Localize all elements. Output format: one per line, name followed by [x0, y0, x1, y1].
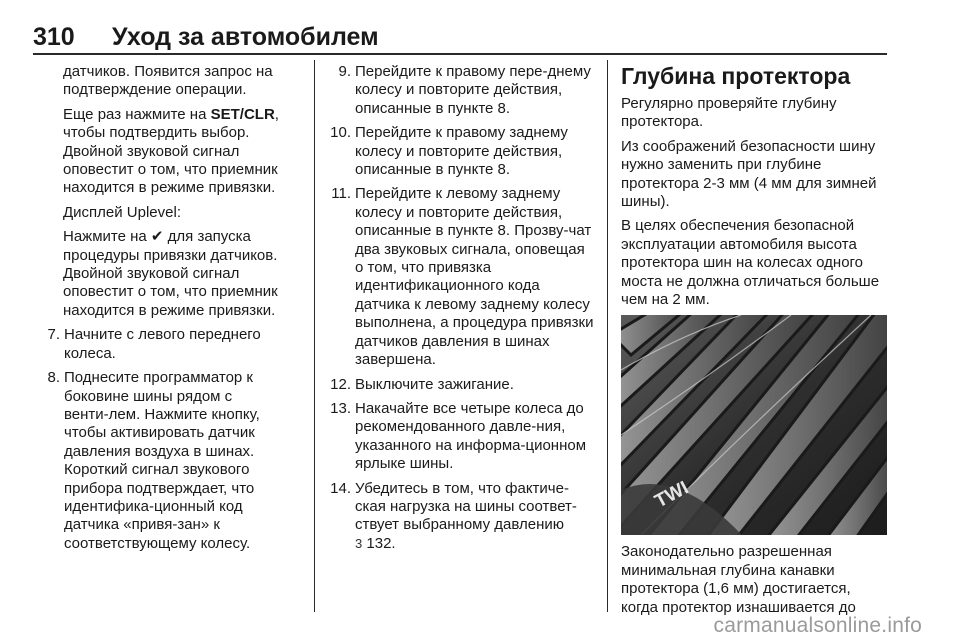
checkmark-icon: ✔: [150, 228, 164, 246]
step-number: 12.: [330, 375, 351, 393]
list-item: [328, 400, 596, 474]
step-number: 9.: [338, 63, 351, 80]
paragraph: [63, 106, 306, 198]
header-rule: [33, 53, 887, 55]
column-left: [47, 63, 306, 559]
section-heading: Глубина протектора: [621, 63, 851, 89]
column-divider-2: [607, 60, 608, 612]
step-number: 7.: [47, 326, 60, 344]
step-text: Перейдите к правому пере-днему колесу и повторите действия, описанные в пункте 8.: [355, 63, 591, 117]
page-number: 310: [33, 23, 75, 51]
twi-marker-label: TWI: [651, 477, 693, 513]
list-item: [328, 480, 596, 554]
column-right: [621, 63, 889, 623]
step-text: Накачайте все четыре колеса до рекомендованного давле-ния, указанного на информа-ционном ярлыке шины.: [355, 399, 587, 473]
column-middle: [328, 63, 596, 559]
paragraph: Законодательно разрешенная минимальная глубина канавки протектора (1,6 мм) достигается, когда протектор изнашивается до: [621, 543, 856, 616]
list-item: [37, 369, 280, 553]
text-run: Нажмите на: [63, 228, 151, 246]
list-item: [37, 326, 280, 363]
list-item: [328, 376, 596, 394]
paragraph: [63, 228, 306, 320]
step-number: 13.: [330, 399, 351, 417]
list-item: [328, 63, 596, 118]
page-reference[interactable]: 132.: [366, 534, 396, 552]
paragraph: датчиков. Появится запрос на подтверждение операции.: [63, 63, 273, 99]
tire-tread-photo: [621, 315, 887, 535]
paragraph: Из соображений безопасности шину нужно заменить при глубине протектора 2-3 мм (4 мм для зимней шины).: [621, 137, 877, 211]
step-number: 14.: [330, 479, 351, 497]
paragraph: Регулярно проверяйте глубину протектора.: [621, 95, 837, 131]
step-list: [37, 326, 280, 553]
paragraph: Дисплей Uplevel:: [63, 203, 181, 221]
text-run: для запуска процедуры привязки датчиков. Двойной звуковой сигнал оповестит о том, что приемник находится в режиме привязки.: [63, 228, 278, 319]
column-divider-1: [314, 60, 315, 612]
text-run: Еще раз нажмите на: [63, 105, 211, 123]
step-text: Поднесите программатор к боковине шины рядом с венти-лем. Нажмите кнопку, чтобы активировать датчик давления воздуха в шинах. Короткий сигнал звукового прибора подтверждает, что идентифика-ционный код датчика «привя-зан» к соответствующему колесу.: [64, 369, 260, 552]
step-text: Выключите зажигание.: [355, 375, 514, 393]
paragraph: В целях обеспечения безопасной эксплуатации автомобиля высота протектора шин на колесах одного моста не должна отличаться больше чем на 2 мм.: [621, 217, 880, 309]
step-number: 8.: [47, 369, 60, 387]
step-number: 10.: [330, 124, 351, 142]
step-text: Перейдите к левому заднему колесу и повторите действия, описанные в пункте 8. Прозву-чат два звуковых сигнала, оповещая о том, что привязка идентификационного кода датчика к левому заднему колесу выполнена, а процедура привязки датчиков давления в шинах завершена.: [355, 185, 594, 369]
text-run: , чтобы подтвердить выбор. Двойной звуковой сигнал оповестит о том, что приемник находится в режиме привязки.: [63, 105, 279, 197]
watermark: carmanualsonline.info: [713, 614, 922, 637]
step-text: Перейдите к правому заднему колесу и повторите действия, описанные в пункте 8.: [355, 124, 568, 179]
list-item: [328, 124, 596, 179]
chapter-title: Уход за автомобилем: [112, 23, 379, 51]
key-name: SET/CLR: [210, 105, 275, 123]
list-item: [328, 185, 596, 369]
step-text: Начните с левого переднего колеса.: [64, 326, 261, 362]
page-header: [33, 22, 893, 54]
step-number: 11.: [331, 185, 351, 203]
step-text: Убедитесь в том, что фактиче-ская нагрузка на шины соответ-ствует выбранному давлению: [355, 479, 577, 534]
page-reference-icon: 3: [355, 535, 363, 551]
